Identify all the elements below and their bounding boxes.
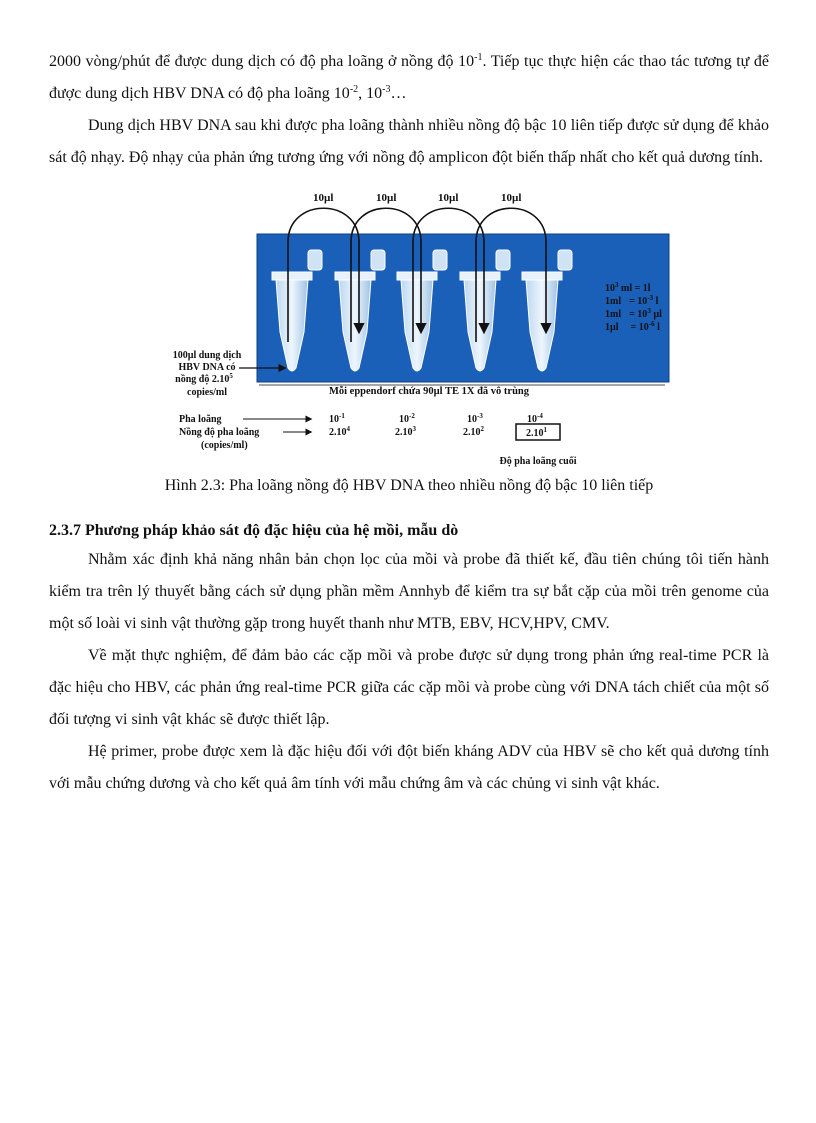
paragraph-sensitivity: Dung dịch HBV DNA sau khi được pha loãng thành nhiều nồng độ bậc 10 liên tiếp được sử dụng để khảo sát độ nhạy. Độ nhạy của phản ứng tương ứng với nồng độ amplicon đột biến thấp nhất cho kết quả dương tính. [49, 117, 769, 166]
dilution-table [179, 412, 577, 467]
svg-text:1ml= 10-3 l: $1ml = 10^{-3}$ l [605, 294, 659, 307]
transfer-label: 10µl [438, 192, 459, 204]
svg-text:nồng độ 2.105: nồng độ 2.10$^5$ [175, 372, 233, 385]
section-heading: 2.3.7 Phương pháp khảo sát độ đặc hiệu của hệ mồi, mẫu dò [49, 522, 459, 539]
svg-text:1ml= 103 µl: $1ml = 10^3$ µl [605, 307, 662, 320]
document-page [49, 46, 769, 800]
dilution-value: $10^{-1}$ [329, 412, 345, 425]
concentration-value: 2.10$^3$ [395, 425, 416, 438]
svg-text:copies/ml: copies/ml [187, 387, 227, 398]
paragraph-experiment: Về mặt thực nghiệm, để đảm bảo các cặp mồi và probe được sử dụng trong phản ứng real-time PCR là đặc hiệu cho HBV, các phản ứng real-time PCR giữa các cặp mồi và probe cùng với DNA tách chiết của một số đối tượng vi sinh vật khác sẽ được thiết lập. [49, 647, 769, 728]
dilution-value: $10^{-3}$ [467, 412, 483, 425]
paragraph-specificity: Hệ primer, probe được xem là đặc hiệu đối với đột biến kháng ADV của HBV sẽ cho kết quả dương tính với mẫu chứng dương và cho kết quả âm tính với mẫu chứng âm và các chủng vi sinh vật khác. [49, 743, 769, 792]
concentration-value: 2.10$^2$ [463, 425, 484, 438]
row-label-dilution: Pha loãng [179, 414, 222, 425]
dilution-value: $10^{-2}$ [399, 412, 415, 425]
tube-caption: Mỗi eppendorf chứa 90µl TE 1X đã vô trùng [328, 386, 530, 397]
concentration-value: 2.10$^4$ [329, 425, 350, 438]
dilution-value: $10^{-4}$ [527, 412, 543, 425]
transfer-label: 10µl [501, 192, 522, 204]
svg-text:100µl dung dịch: 100µl dung dịch [172, 350, 242, 361]
svg-text:1µl= 10-6 l: $1\mu l = 10^{-6}$ l [605, 320, 660, 333]
transfer-label: 10µl [376, 192, 397, 204]
concentration-value: 2.10$^1$ [526, 426, 547, 439]
row-label-concentration: Nồng độ pha loãng [179, 427, 260, 438]
paragraph-theory: Nhằm xác định khả năng nhân bản chọn lọc của mồi và probe đã thiết kế, đầu tiên chúng tôi tiến hành kiểm tra trên lý thuyết bằng cách sử dụng phần mềm Annhyb để kiểm tra sự bắt cặp của mồi trên genome của một số loài vi sinh vật thường gặp trong huyết thanh như MTB, EBV, HCV,HPV, CMV. [49, 551, 769, 632]
dilution-diagram [49, 182, 769, 472]
svg-text:HBV DNA có: HBV DNA có [178, 362, 236, 373]
row-label-unit: (copies/ml) [201, 440, 248, 451]
paragraph-continued: 2000 vòng/phút để được dung dịch có độ pha loãng ở nồng độ $10^{-1}$. Tiếp tục thực hiện các thao tác tương tự để được dung dịch HBV DNA có độ pha loãng $10^{-2}$, $10^{-3}\dots$ [49, 52, 770, 102]
svg-text:103 ml = 1l: $10^3$ ml = 1l [605, 281, 651, 294]
final-dilution-label: Độ pha loãng cuối [499, 456, 577, 467]
figure-dilution [49, 182, 769, 472]
figure-caption: Hình 2.3: Pha loãng nồng độ HBV DNA theo nhiều nồng độ bậc 10 liên tiếp [164, 477, 654, 494]
transfer-label: 10µl [313, 192, 334, 204]
